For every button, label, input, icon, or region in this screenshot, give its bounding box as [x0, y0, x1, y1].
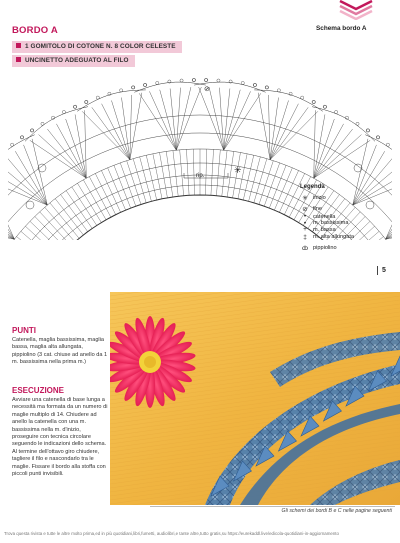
legend-item-start [300, 194, 392, 203]
chevron-decoration-icon [338, 0, 374, 20]
schema-label: Schema bordo A [316, 25, 367, 32]
material-item [12, 41, 182, 53]
dot-icon: • [303, 213, 307, 221]
small-dot-icon: • [303, 219, 307, 227]
legend-label: m. alta allungata [313, 234, 355, 241]
legend [300, 184, 392, 253]
svg-text:⊘: ⊘ [204, 86, 210, 93]
legend-item-treble [300, 233, 392, 241]
legend-label: m. bassissima [313, 220, 349, 227]
plus-icon: + [303, 226, 307, 234]
lace-photo [110, 292, 400, 505]
photo-caption: Gli schemi dei bordi B e C nelle pagine seguenti [281, 508, 392, 514]
section-title: BORDO A [12, 25, 58, 36]
repeat-label: rip. [196, 173, 205, 179]
slashed-circle-icon: ⊘ [302, 206, 308, 214]
svg-text:✳: ✳ [234, 165, 242, 175]
legend-title: Legenda [300, 184, 325, 190]
legend-item-picot [300, 244, 392, 253]
footer-note: Trova questa rivista e tutte le altre molto prima,ed in più quotidiani,libri,fumetti, audiolibri,e tante altre,tutto gratis,su https://eurekaddl.live/edicola-quotidiani-in-aggiornamento [4, 531, 339, 536]
punti-text: Catenella, maglia bassissima, maglia bassa, maglia alta allungata, pippiolino (3 cat. chiuse ad anello da 1 m. bassissima nella prima m.) [12, 337, 108, 366]
legend-label: m. bassa [313, 226, 336, 233]
legend-item-end [300, 205, 392, 214]
material-label: UNCINETTO ADEGUATO AL FILO [25, 57, 129, 64]
punti-title: PUNTI [12, 326, 36, 335]
bullet-square-icon [16, 43, 21, 48]
caption-divider [150, 506, 395, 507]
material-label: 1 GOMITOLO DI COTONE N. 8 COLOR CELESTE [25, 43, 176, 50]
legend-label: inizio [313, 195, 326, 202]
esecuzione-text: Avviare una catenella di base lunga a necessità ma formata da un numero di maglie multiplo di 14. Chiudere ad anello la catenella con una m. bassissima nella m. d'inizio, proseguire con tecnica circolare seguendo le indicazioni dello schema. Al termine dell'ottavo giro chiudere, tagliere il filo e nascondarlo tra le maglie. Fissare il bordo alla stoffa con piccoli punti invisibili. [12, 397, 108, 478]
legend-label: fine [313, 206, 323, 213]
page-number: 5 [377, 266, 386, 275]
treble-stitch-icon: ‡ [303, 233, 307, 241]
asterisk-icon: ✳ [302, 195, 308, 203]
esecuzione-title: ESECUZIONE [12, 386, 65, 395]
legend-label: catenella [313, 213, 336, 220]
picot-icon: ȸ [302, 244, 308, 252]
legend-label: pippiolino [313, 245, 337, 252]
